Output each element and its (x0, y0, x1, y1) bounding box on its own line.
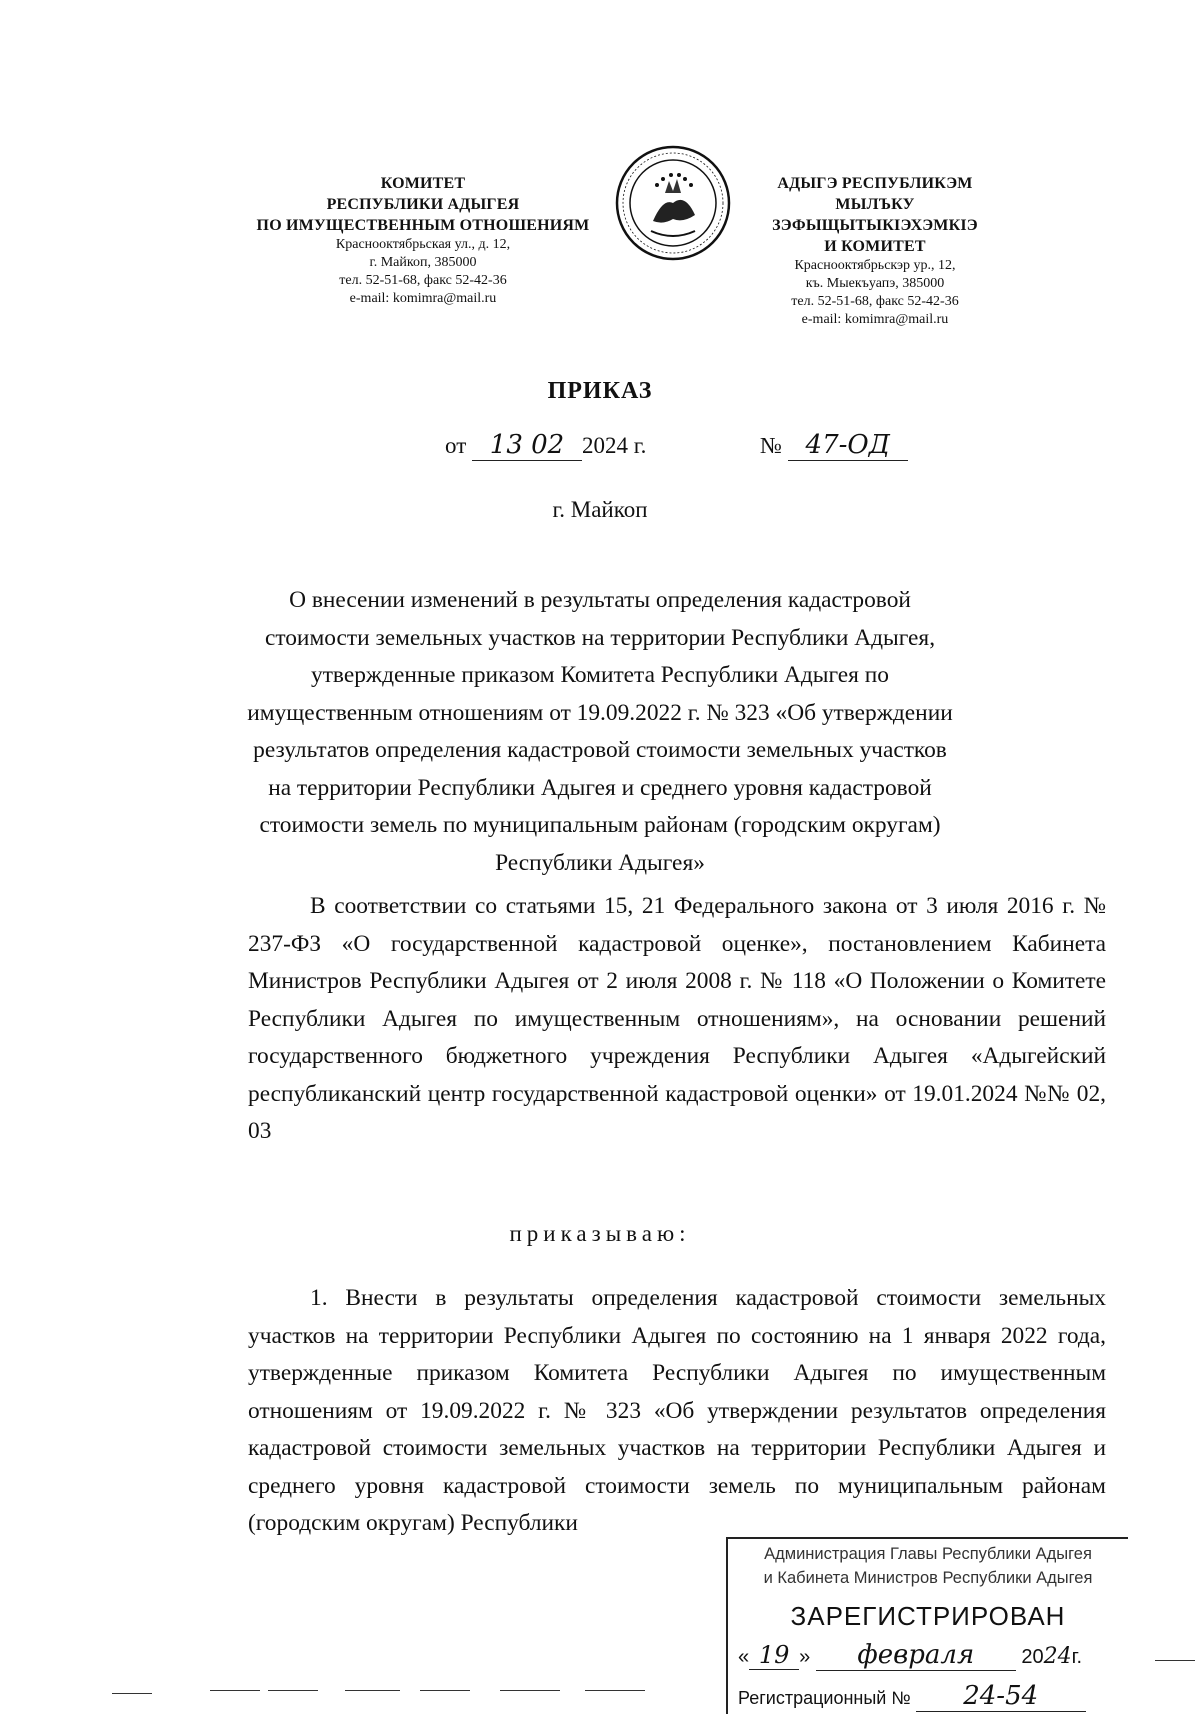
org-name-line: И КОМИТЕТ (824, 238, 926, 255)
document-number (760, 430, 908, 461)
stamp-month: февраля (816, 1640, 1016, 1671)
org-name-line: ПО ИМУЩЕСТВЕННЫМ ОТНОШЕНИЯМ (256, 217, 590, 234)
scan-dash (420, 1690, 470, 1691)
order-item-1: 1. Внести в результаты определения кадастровой стоимости земельных участков на территории Республики Адыгея по состоянию на 1 января 2022 года, утвержденные приказом Комитета Республики Адыгея по имущественным отношениям от 19.09.2022 г. № 323 «Об утверждении результатов определения кадастровой стоимости земельных участков на территории Республики Адыгея и среднего уровня кадастровой стоимости земель по муниципальным районам (городским округам) Республики (248, 1285, 1106, 1536)
stamp-reg-row (728, 1681, 1128, 1712)
org-name-line: АДЫГЭ РЕСПУБЛИКЭМ (777, 175, 973, 192)
phone-line: тел. 52-51-68, факс 52-42-36 (791, 294, 959, 309)
handwritten-number: 47-ОД (788, 430, 908, 461)
stamp-org-line: Администрация Главы Республики Адыгея (764, 1545, 1092, 1563)
address-line: Краснооктябрьская ул., д. 12, (335, 237, 511, 252)
city-line: г. Майкоп (552, 497, 648, 522)
scan-dash (268, 1690, 318, 1691)
document-title: ПРИКАЗ (547, 378, 653, 404)
scan-dash (210, 1690, 260, 1691)
email-line: e-mail: komimra@mail.ru (801, 312, 949, 327)
org-name-line: МЫЛЪКУ ЗЭФЫЩЫТЫКIЭХЭМКIЭ (772, 196, 978, 234)
coat-of-arms-emblem-icon (613, 143, 733, 263)
handwritten-date: 13 02 (472, 430, 582, 461)
scan-dash (585, 1690, 645, 1691)
stamp-reg-label: Регистрационный № (738, 1688, 911, 1708)
header-left (238, 173, 608, 308)
scan-dash (500, 1690, 560, 1691)
scan-dash (1155, 1660, 1195, 1661)
stamp-status: ЗАРЕГИСТРИРОВАН (790, 1601, 1066, 1631)
registration-stamp (726, 1537, 1128, 1714)
stamp-org-line: и Кабинета Министров Республики Адыгея (763, 1569, 1093, 1587)
address-line: къ. Мыекъуапэ, 385000 (805, 276, 945, 291)
email-line: e-mail: komimra@mail.ru (349, 291, 497, 306)
org-name-line: РЕСПУБЛИКИ АДЫГЕЯ (326, 196, 520, 213)
stamp-reg-number: 24-54 (916, 1681, 1086, 1712)
document-date (445, 430, 646, 461)
preamble-paragraph: В соответствии со статьями 15, 21 Федерального закона от 3 июля 2016 г. № 237-ФЗ «О государственной кадастровой оценке», постановлением Кабинета Министров Республики Адыгея от 2 июля 2008 г. № 118 «О Положении о Комитете Республики Адыгея по имущественным отношениям», на основании решений государственного бюджетного учреждения Республики Адыгея «Адыгейский республиканский центр государственной кадастровой оценки» от 19.01.2024 №№ 02, 03 (248, 893, 1106, 1144)
stamp-date: « 19 » февраля 2024г. (738, 1640, 1083, 1670)
stamp-day: 19 (749, 1641, 799, 1670)
scan-dash (112, 1693, 152, 1694)
header-right (740, 173, 1010, 329)
stamp-year-prefix: 20 (1021, 1646, 1044, 1668)
stamp-year-suffix: г. (1071, 1646, 1083, 1668)
phone-line: тел. 52-51-68, факс 52-42-36 (339, 273, 507, 288)
decree-word: приказываю: (509, 1221, 691, 1246)
address-line: Краснооктябрьскэр ур., 12, (794, 258, 956, 273)
date-suffix: 2024 г. (582, 433, 647, 458)
order-subject: О внесении изменений в результаты определения кадастровой стоимости земельных участков на территории Республики Адыгея, утвержденные приказом Комитета Республики Адыгея по имущественным отношениям от 19.09.2022 г. № 323 «Об утверждении результатов определения кадастровой стоимости земельных участков на территории Республики Адыгея и среднего уровня кадастровой стоимости земель по муниципальным районам (городским округам) Республики Адыгея» (247, 587, 953, 876)
stamp-year-hand: 24 (1043, 1644, 1072, 1669)
org-name-line: КОМИТЕТ (380, 175, 466, 192)
number-prefix: № (760, 433, 782, 458)
date-prefix: от (445, 433, 467, 458)
address-line: г. Майкоп, 385000 (369, 255, 477, 270)
scan-dash (345, 1690, 400, 1691)
